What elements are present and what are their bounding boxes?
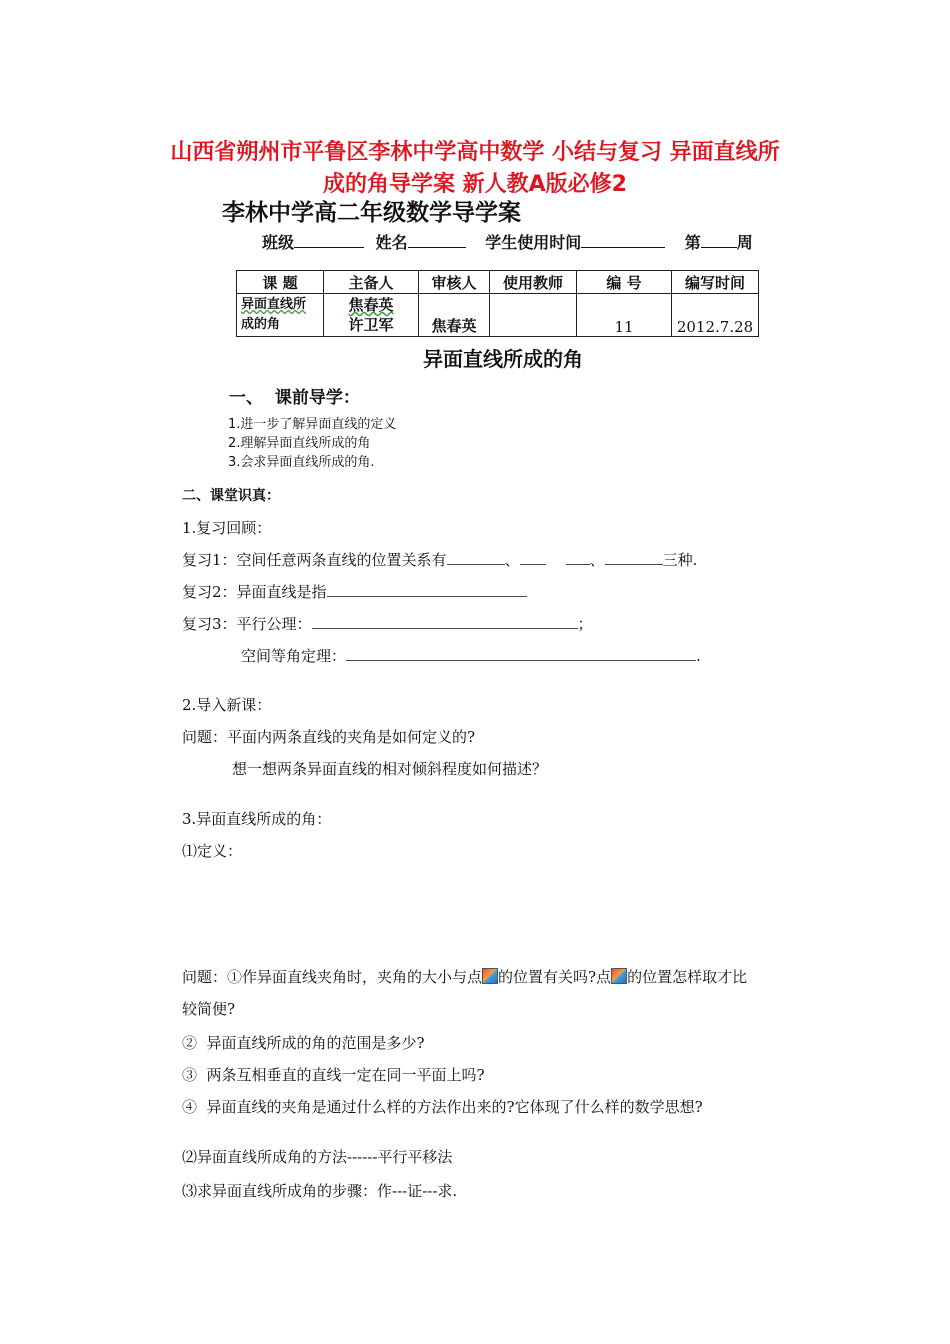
point-o-image-icon [482, 968, 498, 984]
intro-question-2: 想一想两条异面直线的相对倾斜程度如何描述？ [232, 760, 548, 778]
review-1-prefix: 复习1：空间任意两条直线的位置关系有 [182, 551, 447, 569]
question-1-part-c: 的位置怎样取才比 [627, 968, 748, 986]
cell-number: 11 [577, 294, 672, 337]
review-1-blank-1 [447, 551, 505, 565]
method-line: ⑵异面直线所成角的方法------平行平移法 [182, 1148, 453, 1166]
class-label: 班级 [262, 233, 295, 252]
review-1-blank-3 [566, 551, 590, 565]
lesson-meta-table [236, 270, 759, 337]
question-3: ③ 两条互相垂直的直线一定在同一平面上吗? [182, 1066, 485, 1084]
section1-heading: 一、 课前导学： [229, 388, 360, 408]
name-label: 姓名 [375, 233, 408, 252]
header-number: 编 号 [577, 271, 672, 294]
lesson-title: 异面直线所成的角 [423, 347, 583, 371]
review-1-sep-1: 、 [504, 551, 520, 569]
question-2: ② 异面直线所成的角的范围是多少? [182, 1034, 425, 1052]
header-preparer: 主备人 [324, 271, 419, 294]
cell-topic [237, 294, 324, 337]
preparer-2: 许卫军 [348, 316, 394, 334]
goal-2: 2.理解异面直线所成的角 [228, 436, 371, 451]
topic-line2: 成的角 [241, 317, 281, 332]
review-2-blank [327, 583, 527, 597]
cell-teacher [490, 294, 577, 337]
class-blank [294, 233, 364, 248]
table-body-row [237, 294, 759, 337]
point-o-image-icon [611, 968, 627, 984]
review-1-suffix: 三种. [662, 551, 698, 569]
review-3 [182, 613, 593, 634]
review-1-sep-2: 、 [589, 551, 605, 569]
question-1 [182, 966, 747, 987]
header-teacher: 使用教师 [490, 271, 577, 294]
topic-line1: 异面直线所 [241, 297, 307, 312]
preparer-1: 焦春英 [348, 296, 394, 314]
table-header-row [237, 271, 759, 294]
school-header: 李林中学高二年级数学导学案 [222, 199, 521, 226]
header-topic: 课 题 [237, 271, 324, 294]
question-1-part-b: 的位置有关吗?点 [498, 968, 612, 986]
time-blank [581, 233, 665, 248]
week-suffix: 周 [736, 233, 753, 252]
review-2-prefix: 复习2：异面直线是指 [182, 583, 327, 601]
review-4-suffix: . [696, 647, 701, 665]
steps-line: ⑶求异面直线所成角的步骤：作---证---求. [182, 1182, 458, 1200]
review-title: 1.复习回顾： [182, 519, 272, 537]
cell-preparer [324, 294, 419, 337]
review-2 [182, 581, 527, 602]
review-1-blank-2 [520, 551, 546, 565]
definition-label: ⑴定义： [182, 842, 243, 860]
header-reviewer: 审核人 [419, 271, 490, 294]
info-row [262, 230, 753, 253]
header-date: 编写时间 [672, 271, 759, 294]
review-4-prefix: 空间等角定理： [241, 647, 347, 665]
section2-heading: 二、课堂识真： [182, 488, 280, 504]
review-4-blank [346, 647, 696, 661]
angle-title: 3.异面直线所成的角： [182, 810, 332, 828]
review-4 [241, 645, 701, 666]
time-label: 学生使用时间 [485, 233, 582, 252]
name-blank [408, 233, 466, 248]
review-3-prefix: 复习3：平行公理： [182, 615, 312, 633]
goal-1: 1.进一步了解异面直线的定义 [228, 417, 397, 432]
intro-title: 2.导入新课： [182, 696, 272, 714]
intro-question-1: 问题：平面内两条直线的夹角是如何定义的? [182, 728, 476, 746]
review-1-blank-4 [605, 551, 663, 565]
goal-3: 3.会求异面直线所成的角. [228, 455, 375, 470]
document-title-line2: 成的角导学案 新人教A版必修2 [323, 172, 627, 197]
review-1 [182, 549, 697, 570]
document-title-line1: 山西省朔州市平鲁区李林中学高中数学 小结与复习 异面直线所 [170, 140, 780, 165]
review-3-blank [312, 615, 578, 629]
question-4: ④ 异面直线的夹角是通过什么样的方法作出来的?它体现了什么样的数学思想? [182, 1098, 703, 1116]
week-blank [701, 233, 737, 248]
question-1-continued: 较简便? [182, 1000, 236, 1018]
cell-reviewer: 焦春英 [419, 294, 490, 337]
cell-date: 2012.7.28 [672, 294, 759, 337]
question-1-part-a: 问题：①作异面直线夹角时，夹角的大小与点 [182, 968, 483, 986]
review-3-suffix: ； [577, 615, 593, 633]
week-prefix: 第 [684, 233, 701, 252]
